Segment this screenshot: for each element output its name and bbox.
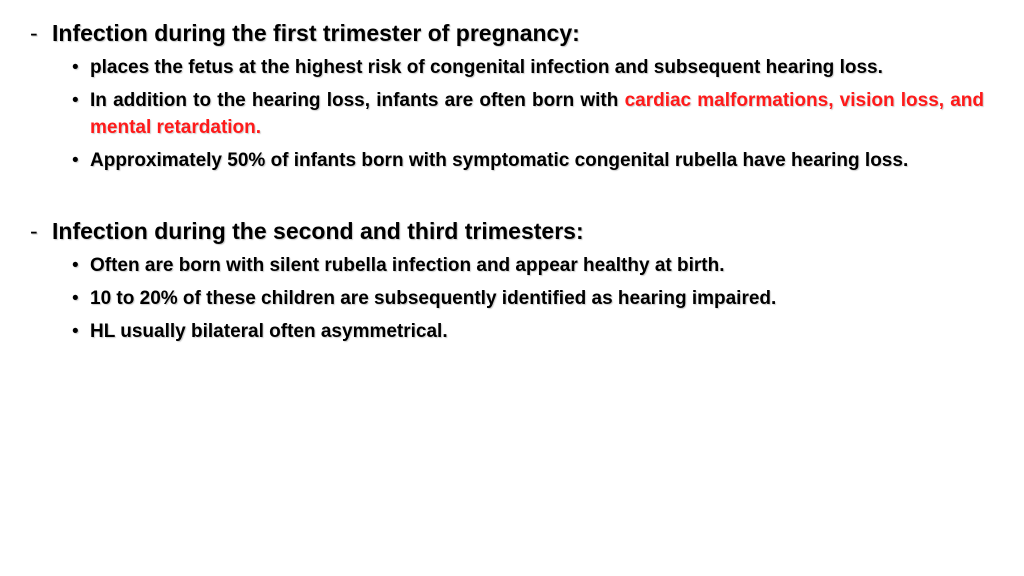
section-heading [30, 18, 984, 48]
bullet-icon: • [72, 150, 79, 171]
list-item [72, 318, 984, 345]
bullet-list [30, 54, 984, 174]
item-text: 10 to 20% of these children are subsequently identified as hearing impaired. [90, 288, 777, 309]
heading-text: Infection during the second and third trimesters: [52, 218, 584, 244]
item-text [90, 87, 984, 141]
list-item [72, 147, 984, 174]
bullet-icon: • [72, 255, 79, 276]
item-text: HL usually bilateral often asymmetrical. [90, 321, 448, 342]
list-item [72, 87, 984, 141]
bullet-icon: • [72, 288, 79, 309]
dash-marker: - [30, 218, 38, 244]
list-item [72, 252, 984, 279]
item-text-highlight: cardiac malformations, vision loss, and mental retardation. [90, 90, 985, 138]
bullet-icon: • [72, 57, 79, 78]
list-item [72, 285, 984, 312]
section-first-trimester [30, 18, 984, 174]
item-text: places the fetus at the highest risk of congenital infection and subsequent hearing loss. [90, 57, 883, 78]
dash-marker: - [30, 20, 38, 46]
section-second-third-trimesters [30, 216, 984, 345]
list-item [72, 54, 984, 81]
item-text: Approximately 50% of infants born with symptomatic congenital rubella have hearing loss. [90, 150, 909, 171]
bullet-list [30, 252, 984, 345]
item-text: Often are born with silent rubella infection and appear healthy at birth. [90, 255, 725, 276]
bullet-icon: • [72, 90, 79, 111]
heading-text: Infection during the first trimester of pregnancy: [52, 20, 580, 46]
section-heading [30, 216, 984, 246]
bullet-icon: • [72, 321, 79, 342]
item-text-plain: In addition to the hearing loss, infants are often born with [90, 90, 625, 111]
